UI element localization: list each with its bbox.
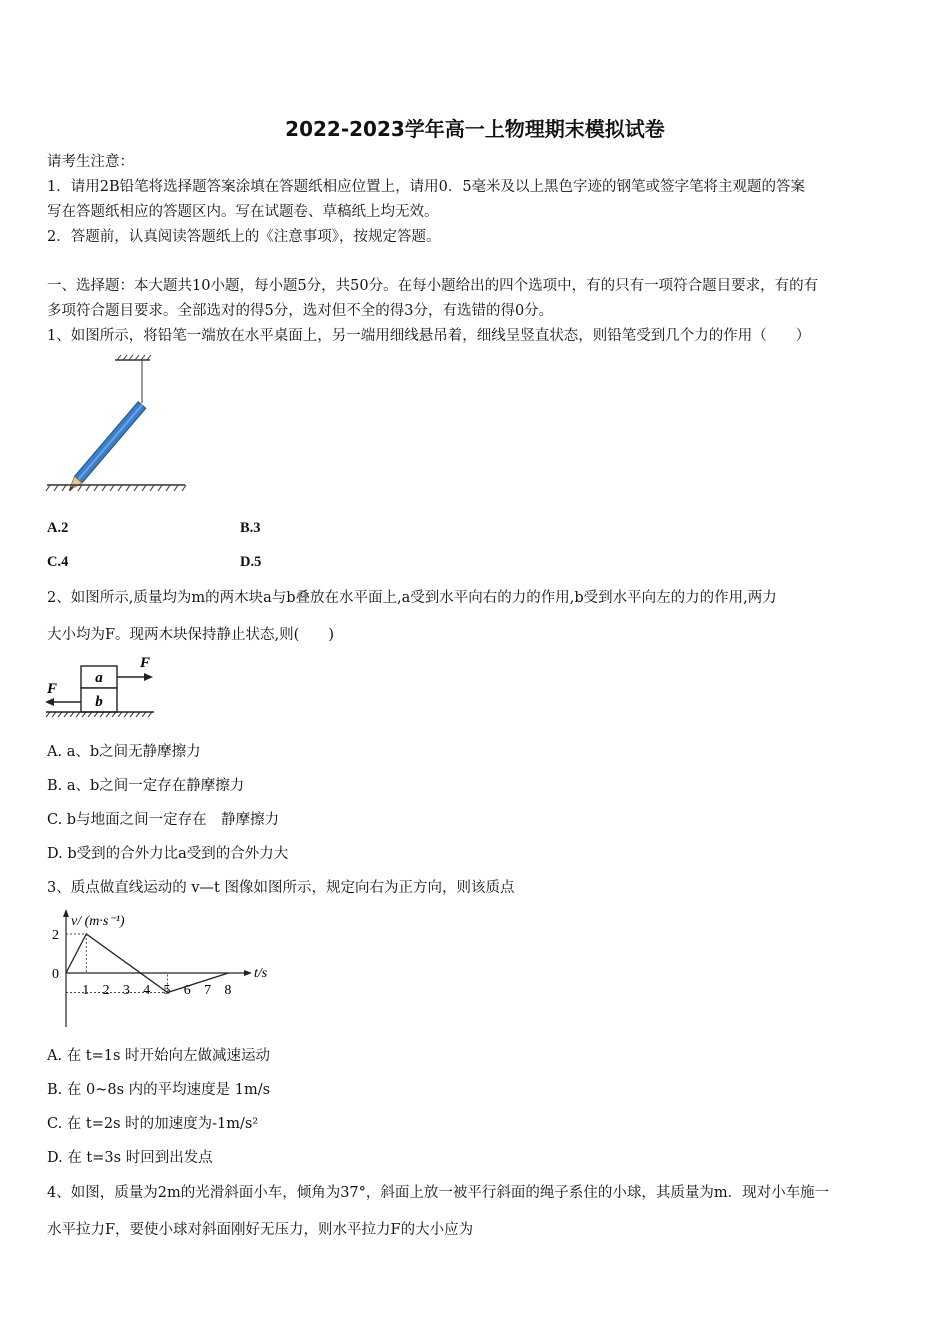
q3-y-tick-label: 2 [52,928,59,943]
section-instructions-cont: 多项符合题目要求。全部选对的得5分，选对但不全的得3分，有选错的得0分。 [47,303,554,319]
notice-item-1-cont: 写在答题纸相应的答题区内。写在试题卷、草稿纸上均无效。 [47,204,439,220]
q3-y-axis-arrow [63,909,69,917]
q3-x-tick-label: 8 [224,983,232,998]
q1-pencil-figure [45,355,190,495]
page-title: 2022-2023学年高一上物理期末模拟试卷 [285,117,665,141]
q2-option-b[interactable]: B. a、b之间一定存在静摩擦力 [47,778,245,794]
q2-blocks-figure [42,652,162,722]
q2-option-c[interactable]: C. b与地面之间一定存在 静摩擦力 [47,812,280,828]
q3-x-tick-label: 1 [82,983,90,998]
q3-x-tick-label: 2 [102,983,110,998]
q1-option-d[interactable]: D.5 [240,554,262,570]
notice-heading: 请考生注意： [47,154,134,170]
q3-option-a[interactable]: A. 在 t=1s 时开始向左做减速运动 [47,1048,271,1064]
q3-x-tick-label: 4 [143,983,151,998]
q1-option-b[interactable]: B.3 [240,520,261,536]
q2-stem-cont: 大小均为F。现两木块保持静止状态,则( ) [47,627,334,643]
q3-x-tick-label: 6 [183,983,191,998]
q3-y-tick-label: 0 [52,967,59,982]
notice-item-1: 1．请用2B铅笔将选择题答案涂填在答题纸相应位置上，请用0．5毫米及以上黑色字迹的钢笔或签字笔将主观题的答案 [47,179,806,195]
q1-option-a[interactable]: A.2 [47,520,69,536]
q2-option-a[interactable]: A. a、b之间无静摩擦力 [47,744,201,760]
q2-stem: 2、如图所示,质量均为m的两木块a与b叠放在水平面上,a受到水平向右的力的作用,b受到水平向左的力的作用,两力 [47,590,777,606]
q4-stem-cont: 水平拉力F，要使小球对斜面刚好无压力，则水平拉力F的大小应为 [47,1222,474,1238]
q3-x-tick-label: 5 [163,983,171,998]
q4-stem: 4、如图，质量为2m的光滑斜面小车，倾角为37°，斜面上放一被平行斜面的绳子系住的小球，其质量为m．现对小车施一 [47,1185,830,1201]
q3-x-axis-label: t/s [254,966,268,981]
q3-option-c[interactable]: C. 在 t=2s 时的加速度为-1m/s² [47,1116,259,1132]
q3-y-axis-label: v/ (m·s⁻¹) [71,914,125,929]
q3-x-axis-arrow [244,970,252,976]
q2-label-b: b [95,694,103,710]
q1-stem: 1、如图所示，将铅笔一端放在水平桌面上，另一端用细线悬吊着，细线呈竖直状态，则铅笔受到几个力的作用（ ） [47,328,811,344]
q1-option-c[interactable]: C.4 [47,554,69,570]
q2-label-f-right: F [140,655,151,671]
q3-x-tick-label: 3 [122,983,130,998]
q2-option-d[interactable]: D. b受到的合外力比a受到的合外力大 [47,846,289,862]
section-instructions: 一、选择题：本大题共10小题，每小题5分，共50分。在每小题给出的四个选项中，有的只有一项符合题目要求，有的有 [47,278,819,294]
q3-stem: 3、质点做直线运动的 v—t 图像如图所示，规定向右为正方向，则该质点 [47,880,515,896]
q3-option-d[interactable]: D. 在 t=3s 时回到出发点 [47,1150,213,1166]
q2-label-a: a [95,670,103,686]
q3-option-b[interactable]: B. 在 0~8s 内的平均速度是 1m/s [47,1082,271,1098]
q2-label-f-left: F [47,681,58,697]
notice-item-2: 2．答题前，认真阅读答题纸上的《注意事项》，按规定答题。 [47,229,441,245]
q3-vt-chart [45,905,285,1030]
q3-x-tick-label: 7 [204,983,212,998]
